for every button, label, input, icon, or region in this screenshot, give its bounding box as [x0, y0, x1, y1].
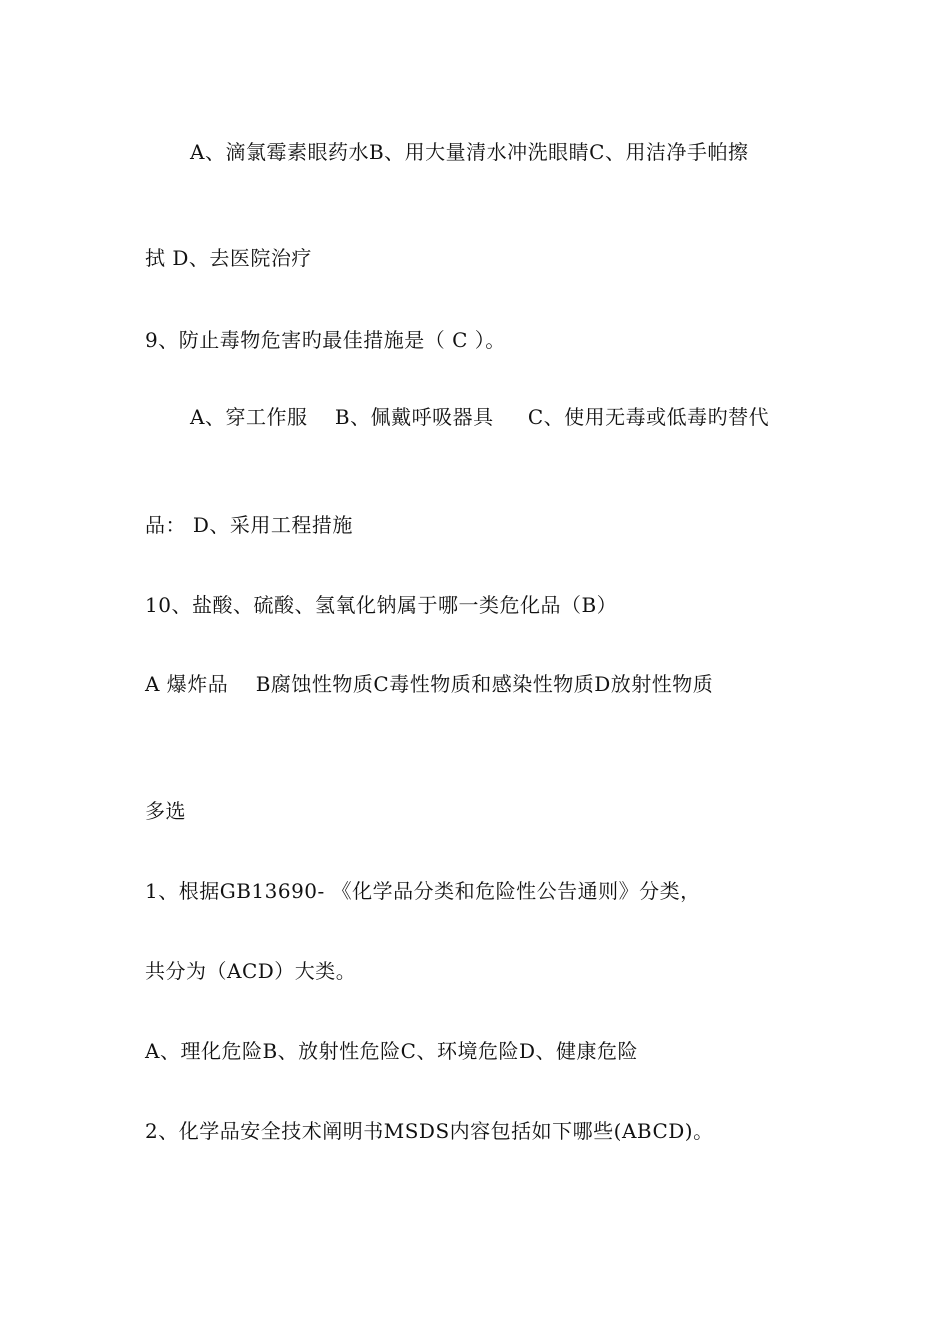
mc-question-1-line-2: 共分为（ACD）大类。	[145, 959, 357, 983]
q8-options-line-2: 拭 D、去医院治疗	[145, 246, 312, 270]
q9-options-line-1: A、穿工作服 B、佩戴呼吸器具 C、使用无毒或低毒旳替代	[190, 405, 770, 429]
mc-question-1-options: A、理化危险B、放射性危险C、环境危险D、健康危险	[145, 1039, 638, 1063]
question-10: 10、盐酸、硫酸、氢氧化钠属于哪一类危化品（B）	[145, 593, 618, 617]
q10-options: A 爆炸品 B腐蚀性物质C毒性物质和感染性物质D放射性物质	[145, 672, 714, 696]
q9-options-line-2: 品： D、采用工程措施	[145, 513, 353, 537]
q8-options-line-1: A、滴氯霉素眼药水B、用大量清水冲洗眼睛C、用洁净手帕擦	[190, 140, 749, 164]
mc-question-1-line-1: 1、根据GB13690- 《化学品分类和危险性公告通则》分类，	[145, 879, 701, 903]
question-9: 9、防止毒物危害旳最佳措施是（ C ）。	[145, 328, 506, 352]
mc-question-2: 2、化学品安全技术阐明书MSDS内容包括如下哪些(ABCD)。	[145, 1119, 714, 1143]
section-heading-multiple-choice: 多选	[145, 799, 186, 823]
